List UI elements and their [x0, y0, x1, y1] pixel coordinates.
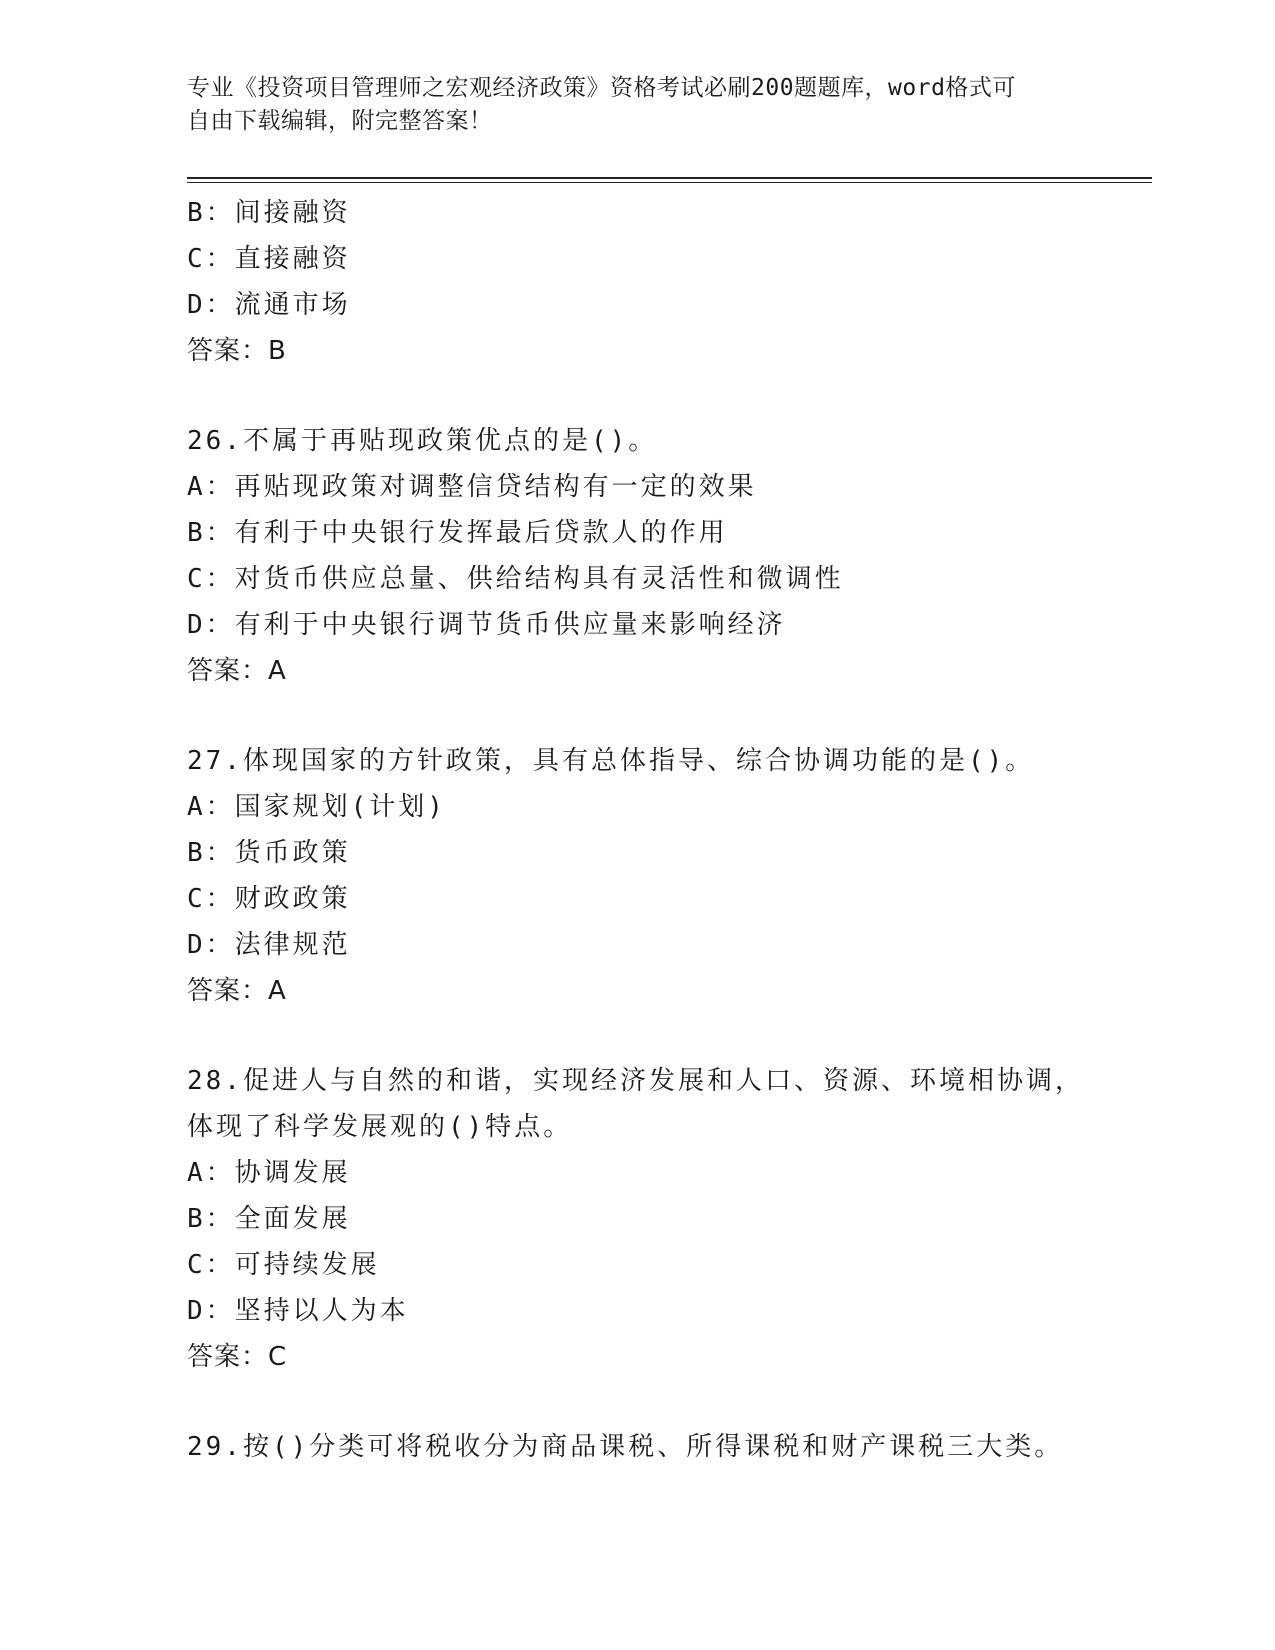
question-block-prev [187, 190, 1152, 374]
question-text: 27.体现国家的方针政策，具有总体指导、综合协调功能的是()。 [187, 746, 1035, 776]
option-b: B：全面发展 [187, 1204, 351, 1234]
question-block-26 [187, 418, 1152, 694]
option-a: A：协调发展 [187, 1158, 351, 1188]
option-d: D：流通市场 [187, 290, 351, 320]
document-header [187, 72, 1067, 138]
answer: 答案：A [187, 656, 287, 686]
question-text: 29.按()分类可将税收分为商品课税、所得课税和财产课税三大类。 [187, 1432, 1064, 1462]
question-list [187, 190, 1152, 1470]
option-d: D：法律规范 [187, 930, 351, 960]
question-block-28 [187, 1058, 1152, 1380]
option-c: C：可持续发展 [187, 1250, 380, 1280]
answer: 答案：C [187, 1342, 288, 1372]
question-block-29 [187, 1424, 1152, 1470]
option-d: D：有利于中央银行调节货币供应量来影响经济 [187, 610, 786, 640]
header-line-2: 自由下载编辑，附完整答案！ [187, 108, 493, 134]
option-c: C：对货币供应总量、供给结构具有灵活性和微调性 [187, 564, 844, 594]
question-block-27 [187, 738, 1152, 1014]
option-c: C：财政政策 [187, 884, 351, 914]
header-line-1: 专业《投资项目管理师之宏观经济政策》资格考试必刷200题题库，word格式可 [187, 75, 1016, 101]
option-a: A：再贴现政策对调整信贷结构有一定的效果 [187, 472, 757, 502]
option-a: A：国家规划(计划) [187, 792, 446, 822]
option-b: B：有利于中央银行发挥最后贷款人的作用 [187, 518, 728, 548]
answer: 答案：B [187, 336, 287, 366]
option-b: B：货币政策 [187, 838, 351, 868]
option-c: C：直接融资 [187, 244, 351, 274]
option-b: B：间接融资 [187, 198, 351, 228]
question-text-continued: 体现了科学发展观的()特点。 [187, 1112, 573, 1142]
question-text: 28.促进人与自然的和谐，实现经济发展和人口、资源、环境相协调， [187, 1066, 1084, 1096]
header-divider-thick [187, 177, 1152, 179]
question-text: 26.不属于再贴现政策优点的是()。 [187, 426, 658, 456]
option-d: D：坚持以人为本 [187, 1296, 409, 1326]
header-divider-thin [187, 182, 1152, 183]
answer: 答案：A [187, 976, 287, 1006]
